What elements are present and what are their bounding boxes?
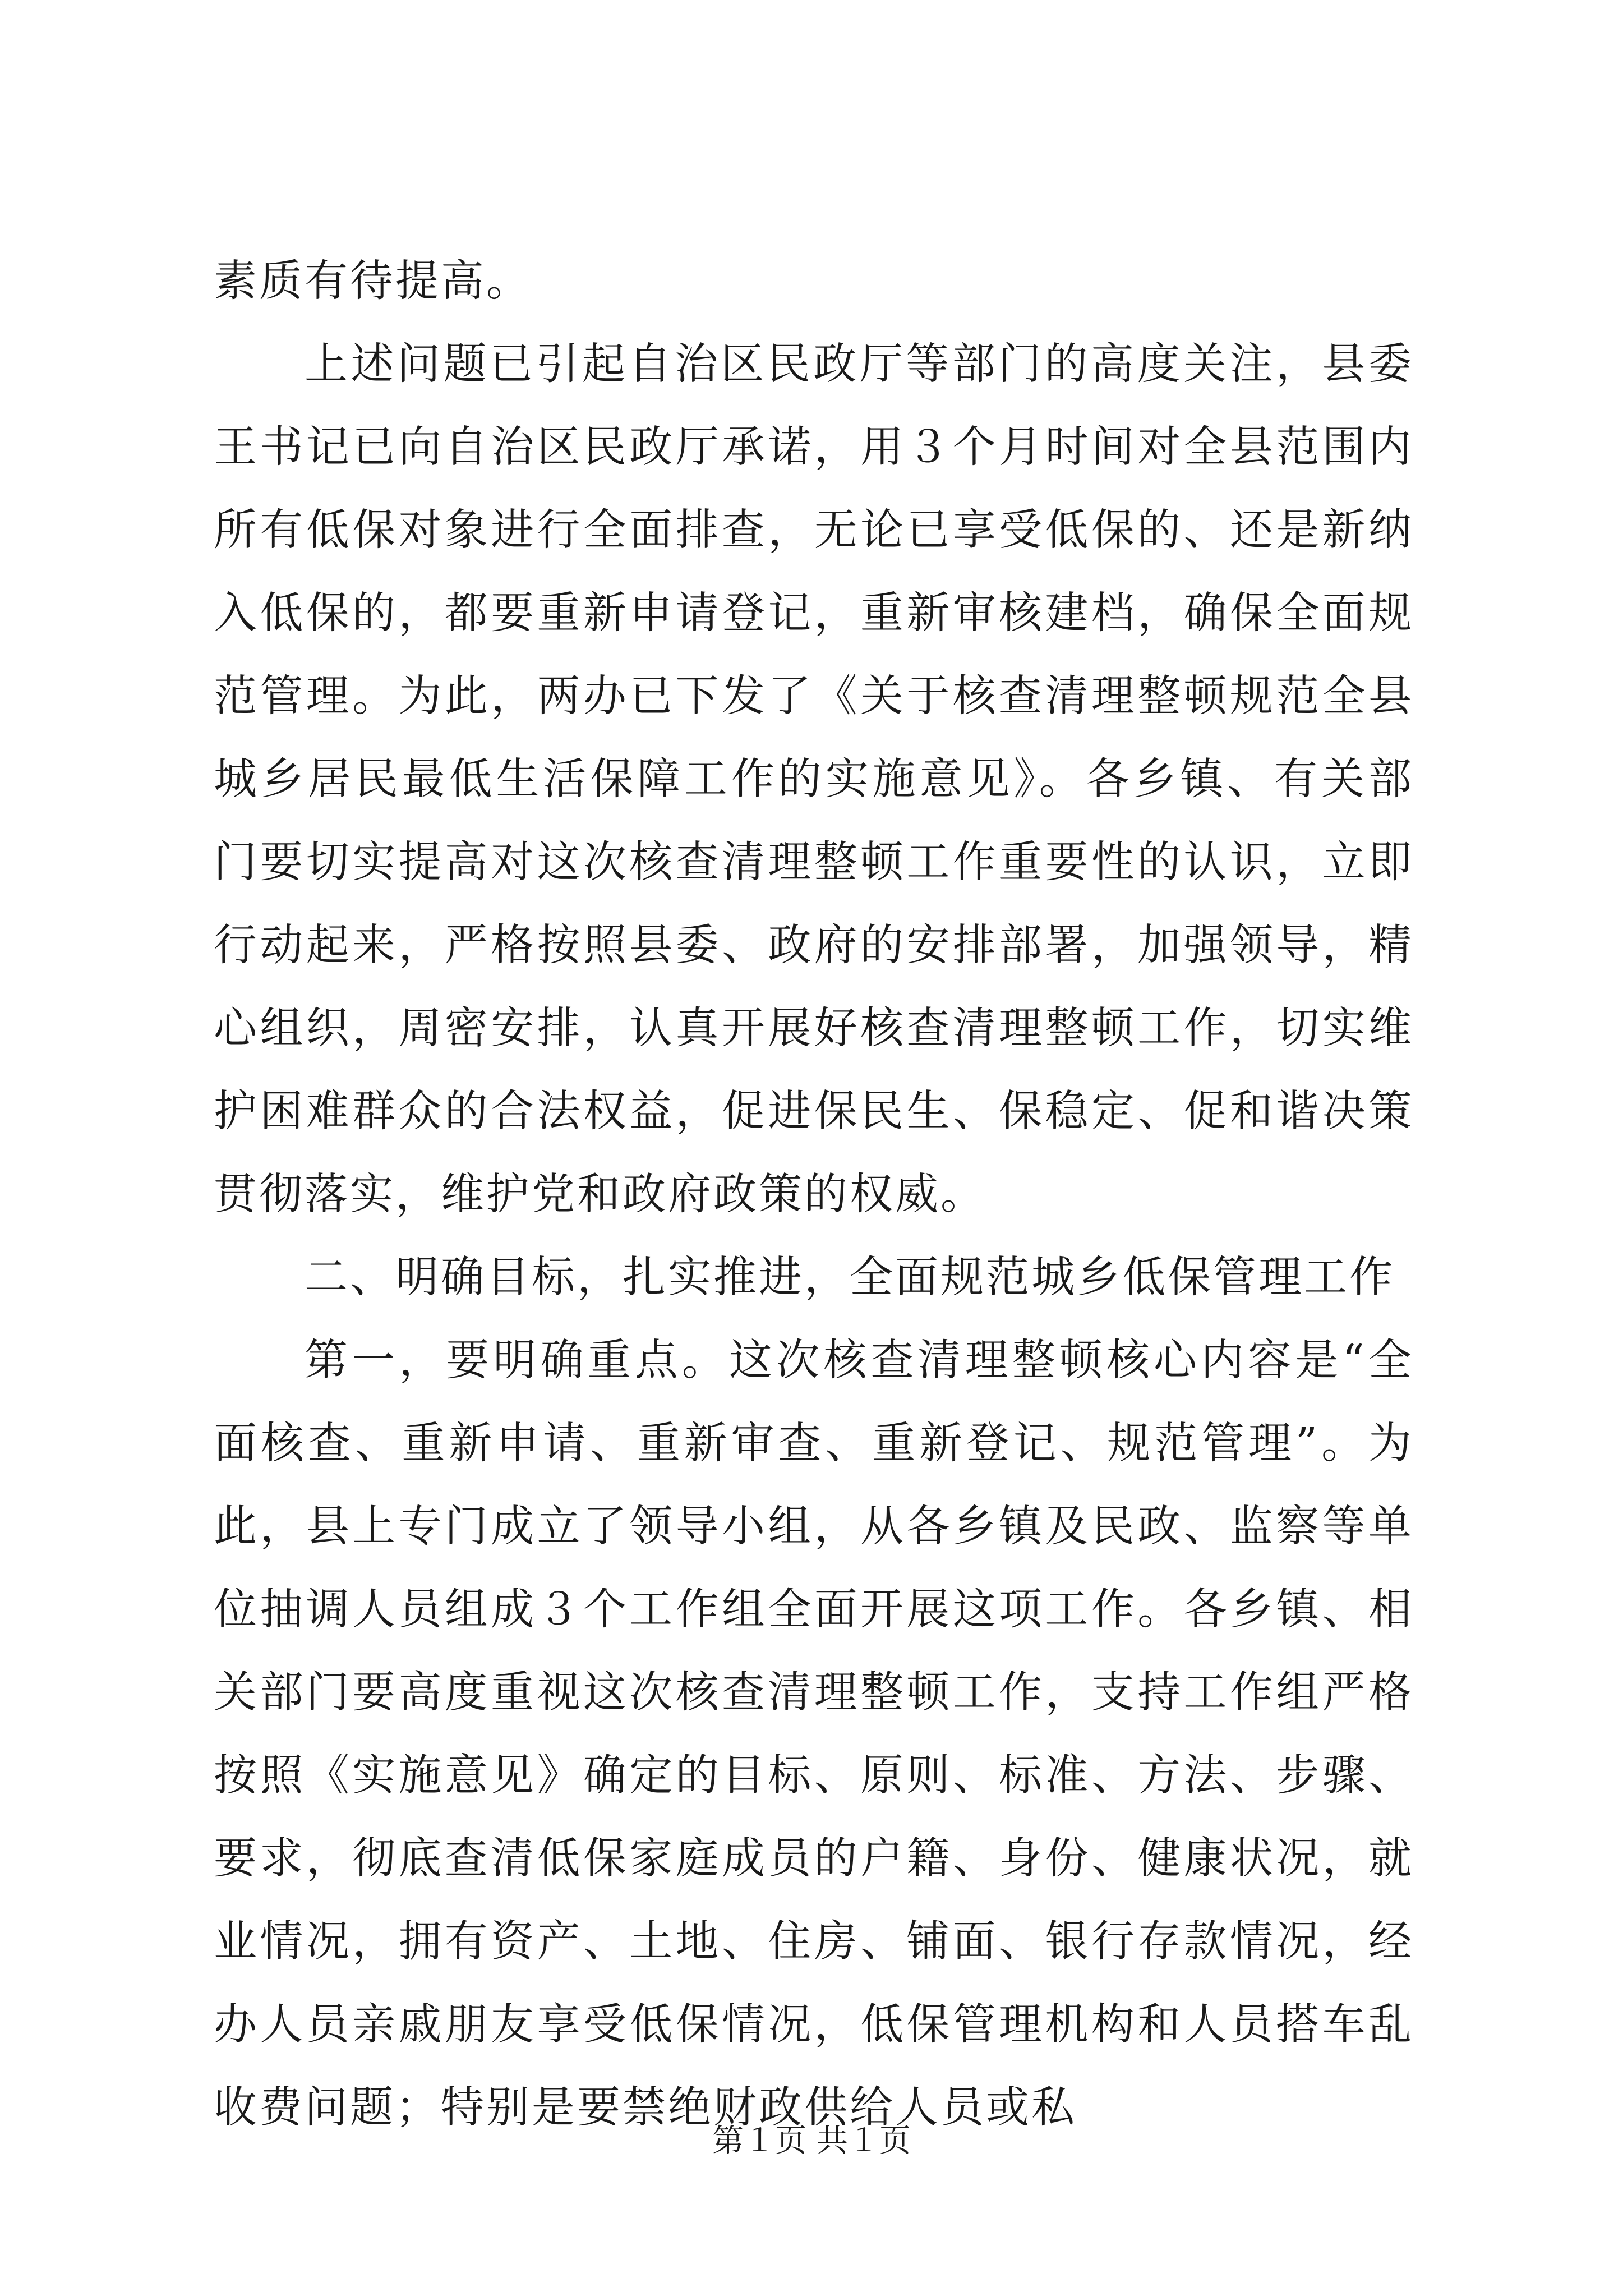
section-heading: 二、明确目标，扎实推进，全面规范城乡低保管理工作: [305, 1253, 1395, 1303]
document-body: [214, 240, 1414, 2150]
paragraph-1: 素质有待提高。: [214, 256, 532, 306]
paragraph-4: 第一，要明确重点。这次核查清理整顿核心内容是“全面核查、重新申请、重新审查、重新登记、规范管理”。为此，县上专门成立了领导小组，从各乡镇及民政、监察等单位抽调人员组成３个工作组全面开展这项工作。各乡镇、相关部门要高度重视这次核查清理整顿工作，支持工作组严格按照《实施意见》确定的目标、原则、标准、方法、步骤、要求，彻底查清低保家庭成员的户籍、身份、健康状况，就业情况，拥有资产、土地、住房、铺面、银行存款情况，经办人员亲戚朋友享受低保情况，低保管理机构和人员搭车乱收费问题；特别是要禁绝财政供给人员或私: [214, 1336, 1414, 2133]
page-footer: 第１页 共１页: [712, 2123, 911, 2159]
paragraph-2: 上述问题已引起自治区民政厅等部门的高度关注，县委王书记已向自治区民政厅承诺，用３个月时间对全县范围内所有低保对象进行全面排查，无论已享受低保的、还是新纳入低保的，都要重新申请登记，重新审核建档，确保全面规范管理。为此，两办已下发了《关于核查清理整顿规范全县城乡居民最低生活保障工作的实施意见》。各乡镇、有关部门要切实提高对这次核查清理整顿工作重要性的认识，立即行动起来，严格按照县委、政府的安排部署，加强领导，精心组织，周密安排，认真开展好核查清理整顿工作，切实维护困难群众的合法权益，促进保民生、保稳定、促和谐决策贯彻落实，维护党和政府政策的权威。: [214, 339, 1414, 1220]
